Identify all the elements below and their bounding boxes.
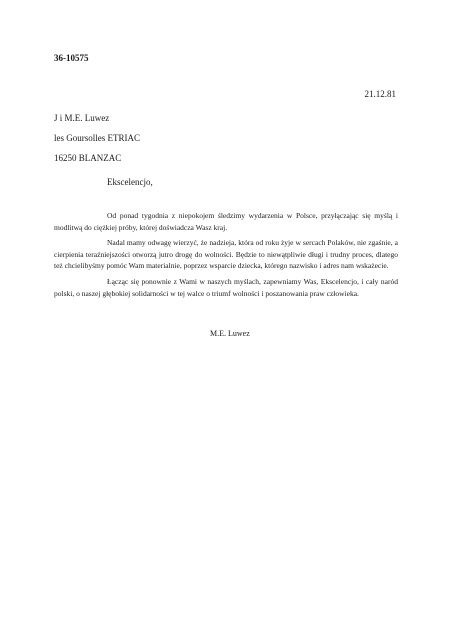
reference-number: 36-10575 [54, 53, 89, 63]
body-paragraph: Łącząc się ponownie z Wami w naszych myślach, zapewniamy Was, Ekscelencjo, i cały naród polski, o naszej głębokiej solidarności w tej walce o triumf wolności i poszanowania praw człowieka. [54, 276, 398, 298]
address-line: J i M.E. Luwez [54, 113, 110, 123]
address-line: les Goursolles ETRIAC [54, 133, 140, 143]
letter-date: 21.12.81 [364, 89, 396, 99]
body-paragraph: Nadal mamy odwagę wierzyć, że nadzieja, która od roku żyje w sercach Polaków, nie zgaśnie, a cierpienia teraźniejszości otworzą jutro drogę do wolności. Będzie to niewątpliwie długi i trudny proces, dlatego też chcielibyśmy pomóc Wam materialnie, poprzez wsparcie dziecka, którego nazwisko i adres nam wskażecie. [54, 238, 398, 271]
letter-body [54, 210, 398, 303]
salutation: Ekscelencjo, [107, 177, 153, 187]
address-line: 16250 BLANZAC [54, 153, 122, 163]
sender-address [54, 108, 140, 168]
body-paragraph: Od ponad tygodnia z niepokojem śledzimy wydarzenia w Polsce, przyłączając się myślą i modlitwą do ciężkiej próby, której doświadcza Wasz kraj. [54, 211, 398, 232]
signature: M.E. Luwez [210, 329, 250, 338]
